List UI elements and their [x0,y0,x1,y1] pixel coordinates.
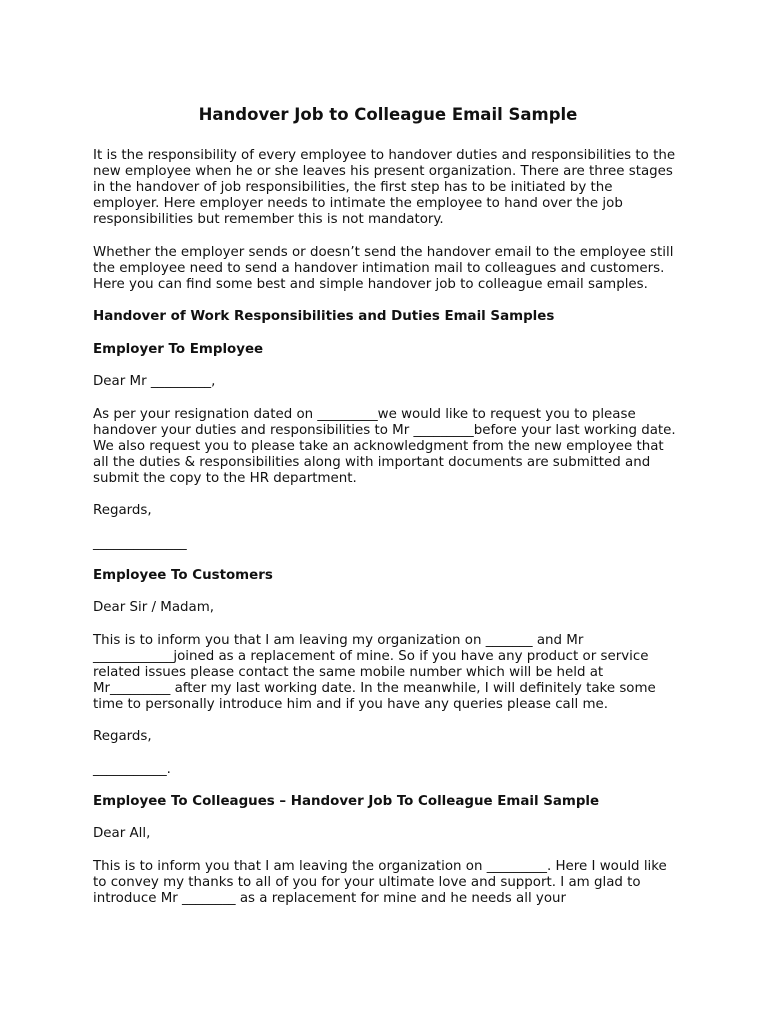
customers-salutation: Dear Sir / Madam, [93,600,215,615]
employer-closing: Regards, [93,503,152,518]
employer-salutation: Dear Mr _________, [93,374,216,389]
document-page [93,104,683,923]
employer-body: As per your resignation dated on _________we would like to request you to please handover your duties and responsibilities to Mr _________before your last working date. We also request you to please take an acknowledgment from the new employee that all the duties & responsibilities along with important documents are submitted and submit the copy to the HR department. [93,406,676,486]
intro-paragraph-1: It is the responsibility of every employee to handover duties and responsibilities to the new employee when he or she leaves his present organization. There are three stages in the handover of job responsibilities, the first step has to be initiated by the employer. Here employer needs to intimate the employee to hand over the job responsibilities but remember this is not mandatory. [93,148,676,227]
colleagues-section-heading: Employee To Colleagues – Handover Job To Colleague Email Sample [93,793,600,809]
colleagues-salutation: Dear All, [93,826,151,841]
colleagues-body: This is to inform you that I am leaving the organization on _________. Here I would like to convey my thanks to all of you for your ultimate love and support. I am glad to introduce Mr ________ as a replacement for mine and he needs all your [93,858,667,906]
customers-closing: Regards, [93,729,152,744]
customers-section-heading: Employee To Customers [93,567,273,583]
employer-signature-line: ______________ [93,535,187,551]
samples-heading: Handover of Work Responsibilities and Duties Email Samples [93,309,555,324]
employer-section-heading: Employer To Employee [93,341,264,357]
customers-signature-line: ___________. [93,761,171,777]
customers-body: This is to inform you that I am leaving my organization on _______ and Mr ____________joined as a replacement of mine. So if you have any product or service related issues please contact the same mobile number which will be held at Mr_________ after my last working date. In the meanwhile, I will definitely take some time to personally introduce him and if you have any queries please call me. [93,632,656,712]
intro-paragraph-2: Whether the employer sends or doesn’t send the handover email to the employee still the employee need to send a handover intimation mail to colleagues and customers. Here you can find some best and simple handover job to colleague email samples. [93,244,674,292]
document-title: Handover Job to Colleague Email Sample [198,105,578,124]
